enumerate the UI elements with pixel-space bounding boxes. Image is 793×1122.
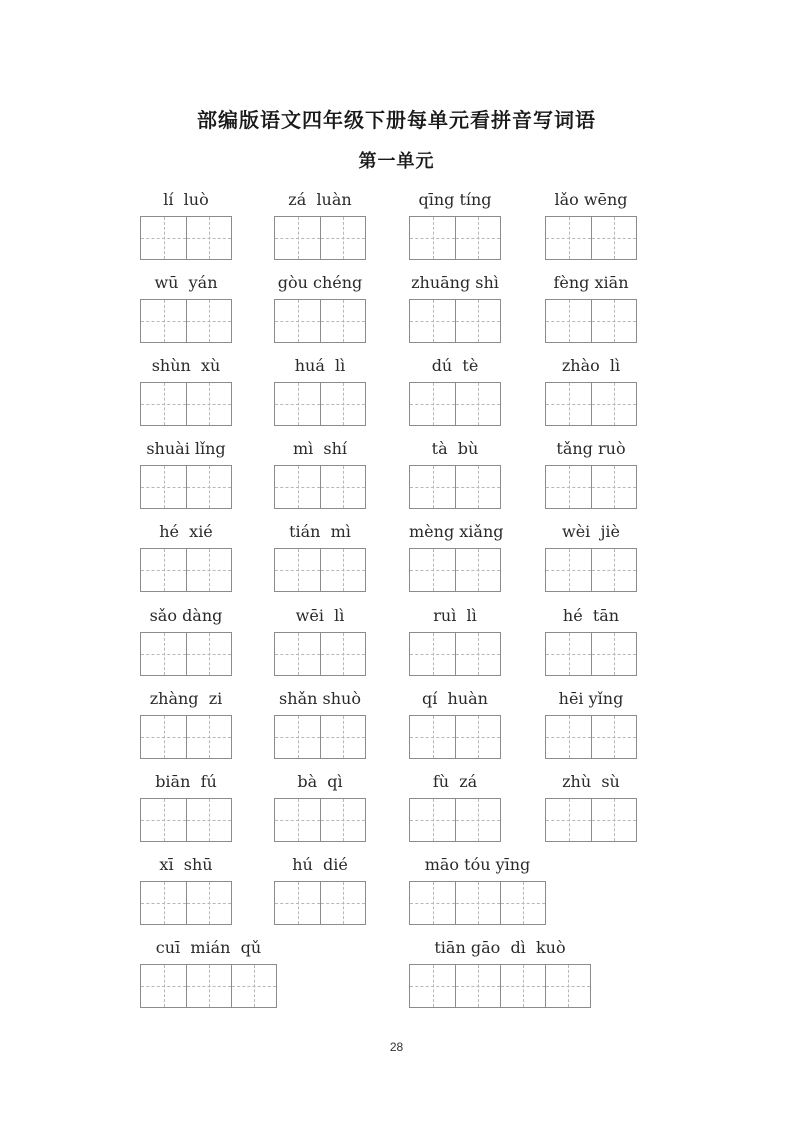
- tianzige-box[interactable]: [141, 466, 186, 508]
- tianzige-box[interactable]: [546, 799, 591, 841]
- pinyin-label: lí luò: [163, 190, 209, 209]
- tianzige-box[interactable]: [546, 716, 591, 758]
- tianzige-box[interactable]: [320, 217, 365, 259]
- pinyin-label: cuī mián qǔ: [155, 938, 262, 957]
- tianzige-box[interactable]: [186, 716, 231, 758]
- unit-title: 第一单元: [358, 151, 435, 172]
- tianzige-box[interactable]: [275, 300, 320, 342]
- tianzige-box[interactable]: [275, 383, 320, 425]
- writing-grid: [409, 798, 501, 842]
- writing-grid: [409, 632, 501, 676]
- pinyin-label: zhuāng shì: [411, 273, 499, 292]
- tianzige-box[interactable]: [410, 633, 455, 675]
- tianzige-box[interactable]: [275, 716, 320, 758]
- writing-grid: [545, 299, 637, 343]
- pinyin-label: zhào lì: [561, 356, 621, 375]
- tianzige-box[interactable]: [455, 549, 500, 591]
- tianzige-box[interactable]: [410, 882, 455, 924]
- tianzige-box[interactable]: [186, 965, 231, 1007]
- pinyin-label: tǎng ruò: [556, 439, 626, 458]
- writing-grid: [545, 715, 637, 759]
- writing-grid: [545, 548, 637, 592]
- tianzige-box[interactable]: [455, 466, 500, 508]
- tianzige-box[interactable]: [275, 466, 320, 508]
- pinyin-label: hēi yǐng: [558, 689, 624, 708]
- tianzige-box[interactable]: [320, 549, 365, 591]
- tianzige-box[interactable]: [500, 965, 545, 1007]
- tianzige-box[interactable]: [275, 549, 320, 591]
- tianzige-box[interactable]: [275, 799, 320, 841]
- writing-grid: [140, 382, 232, 426]
- writing-grid: [274, 632, 366, 676]
- pinyin-label: qí huàn: [422, 689, 488, 708]
- tianzige-box[interactable]: [546, 633, 591, 675]
- writing-grid: [545, 632, 637, 676]
- tianzige-box[interactable]: [410, 549, 455, 591]
- tianzige-box[interactable]: [186, 549, 231, 591]
- pinyin-label: shuài lǐng: [146, 439, 226, 458]
- pinyin-label: zá luàn: [288, 190, 352, 209]
- tianzige-box[interactable]: [410, 217, 455, 259]
- writing-grid: [274, 465, 366, 509]
- tianzige-box[interactable]: [320, 882, 365, 924]
- pinyin-label: shùn xù: [151, 356, 221, 375]
- writing-grid: [274, 216, 366, 260]
- tianzige-box[interactable]: [275, 633, 320, 675]
- tianzige-box[interactable]: [591, 716, 636, 758]
- writing-grid: [140, 881, 232, 925]
- pinyin-label: hé xié: [159, 522, 213, 541]
- tianzige-box[interactable]: [546, 217, 591, 259]
- tianzige-box[interactable]: [186, 300, 231, 342]
- writing-grid: [545, 465, 637, 509]
- tianzige-box[interactable]: [455, 633, 500, 675]
- tianzige-box[interactable]: [275, 882, 320, 924]
- pinyin-label: wū yán: [154, 273, 218, 292]
- tianzige-box[interactable]: [320, 466, 365, 508]
- pinyin-label: fèng xiān: [553, 273, 629, 292]
- tianzige-box[interactable]: [186, 633, 231, 675]
- pinyin-label: māo tóu yīng: [424, 855, 531, 874]
- writing-grid: [140, 798, 232, 842]
- tianzige-box[interactable]: [410, 799, 455, 841]
- pinyin-label: sǎo dàng: [149, 606, 223, 625]
- pinyin-label: huá lì: [294, 356, 346, 375]
- pinyin-label: wēi lì: [295, 606, 345, 625]
- writing-grid: [274, 548, 366, 592]
- pinyin-label: mì shí: [292, 439, 348, 458]
- writing-grid: [140, 632, 232, 676]
- writing-grid: [409, 548, 501, 592]
- tianzige-box[interactable]: [546, 383, 591, 425]
- tianzige-box[interactable]: [320, 716, 365, 758]
- writing-grid: [274, 798, 366, 842]
- tianzige-box[interactable]: [591, 799, 636, 841]
- tianzige-box[interactable]: [141, 633, 186, 675]
- tianzige-box[interactable]: [410, 965, 455, 1007]
- pinyin-label: mèng xiǎng: [409, 522, 504, 541]
- tianzige-box[interactable]: [546, 549, 591, 591]
- tianzige-box[interactable]: [141, 799, 186, 841]
- pinyin-label: biān fú: [155, 772, 217, 791]
- writing-grid: [140, 548, 232, 592]
- writing-grid: [140, 715, 232, 759]
- writing-grid: [409, 465, 501, 509]
- tianzige-box[interactable]: [410, 466, 455, 508]
- tianzige-box[interactable]: [546, 466, 591, 508]
- tianzige-box[interactable]: [410, 716, 455, 758]
- tianzige-box[interactable]: [186, 882, 231, 924]
- pinyin-label: tiān gāo dì kuò: [434, 938, 566, 957]
- writing-grid: [274, 715, 366, 759]
- pinyin-label: ruì lì: [433, 606, 477, 625]
- writing-grid: [409, 964, 591, 1008]
- tianzige-box[interactable]: [320, 633, 365, 675]
- tianzige-box[interactable]: [186, 799, 231, 841]
- tianzige-box[interactable]: [455, 965, 500, 1007]
- pinyin-label: lǎo wēng: [554, 190, 628, 209]
- pinyin-label: dú tè: [431, 356, 479, 375]
- tianzige-box[interactable]: [141, 549, 186, 591]
- writing-grid: [545, 382, 637, 426]
- tianzige-box[interactable]: [455, 217, 500, 259]
- pinyin-label: hú dié: [292, 855, 348, 874]
- writing-grid: [409, 216, 501, 260]
- writing-grid: [409, 382, 501, 426]
- writing-grid: [140, 216, 232, 260]
- tianzige-box[interactable]: [275, 217, 320, 259]
- writing-grid: [409, 881, 546, 925]
- pinyin-label: gòu chéng: [277, 273, 363, 292]
- writing-grid: [274, 881, 366, 925]
- pinyin-label: bà qì: [297, 772, 343, 791]
- writing-grid: [545, 798, 637, 842]
- writing-grid: [409, 299, 501, 343]
- pinyin-label: zhù sù: [562, 772, 620, 791]
- tianzige-box[interactable]: [591, 466, 636, 508]
- tianzige-box[interactable]: [455, 716, 500, 758]
- pinyin-label: fù zá: [432, 772, 478, 791]
- tianzige-box[interactable]: [591, 300, 636, 342]
- tianzige-box[interactable]: [591, 549, 636, 591]
- page-number: 28: [389, 1040, 404, 1054]
- writing-grid: [140, 465, 232, 509]
- tianzige-box[interactable]: [141, 383, 186, 425]
- pinyin-label: hé tān: [562, 606, 620, 625]
- tianzige-box[interactable]: [455, 799, 500, 841]
- tianzige-box[interactable]: [545, 965, 590, 1007]
- tianzige-box[interactable]: [455, 383, 500, 425]
- pinyin-label: xī shū: [159, 855, 213, 874]
- tianzige-box[interactable]: [320, 799, 365, 841]
- document-title: 部编版语文四年级下册每单元看拼音写词语: [197, 108, 596, 132]
- tianzige-box[interactable]: [186, 383, 231, 425]
- tianzige-box[interactable]: [141, 217, 186, 259]
- tianzige-box[interactable]: [186, 466, 231, 508]
- writing-grid: [545, 216, 637, 260]
- tianzige-box[interactable]: [141, 300, 186, 342]
- pinyin-label: wèi jiè: [562, 522, 620, 541]
- writing-grid: [274, 382, 366, 426]
- pinyin-label: zhàng zi: [149, 689, 223, 708]
- tianzige-box[interactable]: [231, 965, 276, 1007]
- pinyin-label: qīng tíng: [418, 190, 492, 209]
- tianzige-box[interactable]: [320, 300, 365, 342]
- pinyin-label: tà bù: [431, 439, 479, 458]
- pinyin-label: tián mì: [289, 522, 351, 541]
- tianzige-box[interactable]: [455, 882, 500, 924]
- tianzige-box[interactable]: [591, 217, 636, 259]
- writing-grid: [140, 299, 232, 343]
- tianzige-box[interactable]: [455, 300, 500, 342]
- writing-grid: [274, 299, 366, 343]
- tianzige-box[interactable]: [410, 383, 455, 425]
- tianzige-box[interactable]: [410, 300, 455, 342]
- tianzige-box[interactable]: [186, 217, 231, 259]
- pinyin-label: shǎn shuò: [279, 689, 361, 708]
- tianzige-box[interactable]: [591, 633, 636, 675]
- tianzige-box[interactable]: [141, 965, 186, 1007]
- tianzige-box[interactable]: [141, 716, 186, 758]
- writing-grid: [140, 964, 277, 1008]
- tianzige-box[interactable]: [500, 882, 545, 924]
- tianzige-box[interactable]: [141, 882, 186, 924]
- writing-grid: [409, 715, 501, 759]
- tianzige-box[interactable]: [591, 383, 636, 425]
- tianzige-box[interactable]: [546, 300, 591, 342]
- tianzige-box[interactable]: [320, 383, 365, 425]
